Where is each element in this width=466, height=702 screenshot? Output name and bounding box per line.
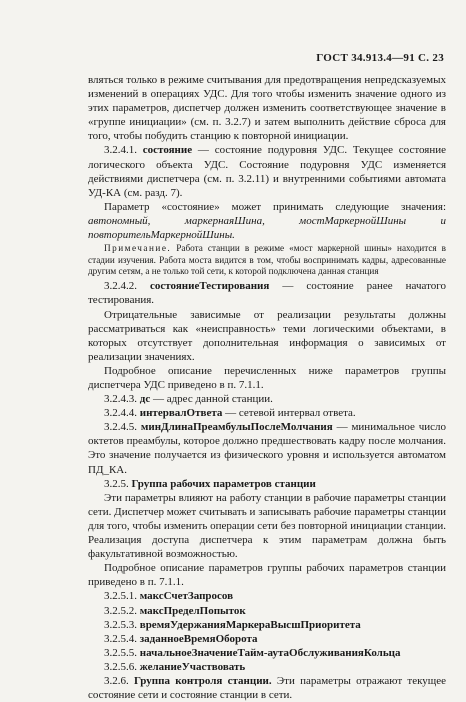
clause-term: времяУдержанияМаркераВысшПриоритета [139,618,361,631]
paragraph-description-ref: Подробное описание перечисленных ниже параметров группы диспетчера УДС приведено в п. 7.1.1. [88,364,446,391]
clause-number: 3.2.5.4. [104,632,137,645]
section-3-2-6 [88,674,446,702]
clause-text: — минимальное число октетов преамбулы, которое должно предшествовать кадру после молчания. Это значение получается из физического уровня и используется автоматом ПД_КА. [88,421,447,476]
clause-number: 3.2.5.2. [104,604,137,617]
list-item [88,618,446,632]
section-3-2-5-heading [88,477,446,491]
clause-term: максПределПопыток [139,604,246,617]
page-header: ГОСТ 34.913.4—91 С. 23 [316,52,444,64]
section-text: Эти параметры отражают текущее состояние сети и состояние станции в сети. [88,674,447,702]
clause-3-2-4-4 [88,406,446,420]
clause-text: — состояние ранее начатого тестирования. [88,280,447,307]
clause-3-2-4-5 [88,420,446,476]
note [88,243,446,277]
clause-3-2-4-1 [88,143,446,199]
clause-number: 3.2.4.5. [104,421,137,434]
clause-number: 3.2.4.3. [104,393,137,406]
list-item [88,646,446,660]
list-item [88,604,446,618]
clause-term: желаниеУчаствовать [139,660,246,673]
clause-number: 3.2.4.1. [104,144,137,157]
list-item [88,660,446,674]
clause-number: 3.2.4.4. [104,407,137,420]
clause-term: дс [139,393,151,406]
clause-term: начальноеЗначениеТайм-аутаОбслуживанияКольца [139,646,401,659]
section-number: 3.2.6. [104,674,129,687]
list-item [88,589,446,603]
clause-number: 3.2.5.3. [104,618,137,631]
section-number: 3.2.5. [104,477,129,490]
list-item [88,632,446,646]
note-label: Примечание. [104,243,172,254]
clause-term: максСчетЗапросов [139,590,234,603]
clause-3-2-4-2 [88,279,446,307]
paragraph-text: Параметр «состояние» может принимать следующие значения: [104,200,446,213]
clause-term: интервалОтвета [139,407,223,420]
section-title: Группа контроля станции. [134,674,272,687]
paragraph-operating-params: Эти параметры влияют на работу станции в рабочие параметры станции сети. Диспетчер может считывать и записывать рабочие параметры станции для того, чтобы изменить операции сети без повторной инициации станции. Реализация доступа диспетчера к этим параметрам должна быть факультативной возможностью. [88,491,446,561]
clause-term: состояние [142,144,193,157]
clause-text: — состояние подуровня УДС. Текущее состояние логического объекта УДС. Состояние подуровня УДС изменяется действиями диспетчера (см. п. 3.2.11) и внутренними событиями автомата УД-КА (см. разд. 7). [88,144,446,199]
note-text: Работа станции в режиме «мост маркерной шины» находится в стадии изучения. Работа моста видится в том, чтобы воспринимать кадры, адресованные другим сетям, а не только той сети, к которой подключена данная станция [88,243,447,276]
clause-3-2-4-3 [88,392,446,406]
paragraph-negative-results: Отрицательные зависимые от реализации результаты должны рассматриваться как «неисправность» теми логическими объектами, в которых отсутствует дополнительная информация о зависимых от реализации значениях. [88,308,446,363]
section-title: Группа рабочих параметров станции [131,477,316,490]
clause-number: 3.2.5.1. [104,590,137,603]
clause-text: — сетевой интервал ответа. [225,407,356,420]
clause-term: состояниеТестирования [150,280,270,293]
clause-number: 3.2.5.6. [104,660,137,673]
clause-term: минДлинаПреамбулыПослеМолчания [140,421,333,434]
state-values-paragraph [88,200,446,242]
page-body [88,73,446,702]
paragraph-continuation: вляться только в режиме считывания для предотвращения непредсказуемых изменений в операциях УДС. Для того чтобы изменить значение одного из этих параметров, диспетчер должен изменить соответствующее значение в «группе инициации» (см. п. 3.2.7) и затем выполнить действие сброса для того, чтобы побудить станцию к повторной инициации. [88,74,446,143]
clause-number: 3.2.5.5. [104,646,137,659]
clause-term: заданноеВремяОборота [139,632,258,645]
state-values: автономный, маркернаяШина, мостМаркернойШины и повторительМаркернойШины. [88,214,446,242]
clause-number: 3.2.4.2. [104,280,137,293]
clause-text: — адрес данной станции. [152,393,273,406]
paragraph-operating-ref: Подробное описание параметров группы рабочих параметров станции приведено в п. 7.1.1. [88,562,446,589]
